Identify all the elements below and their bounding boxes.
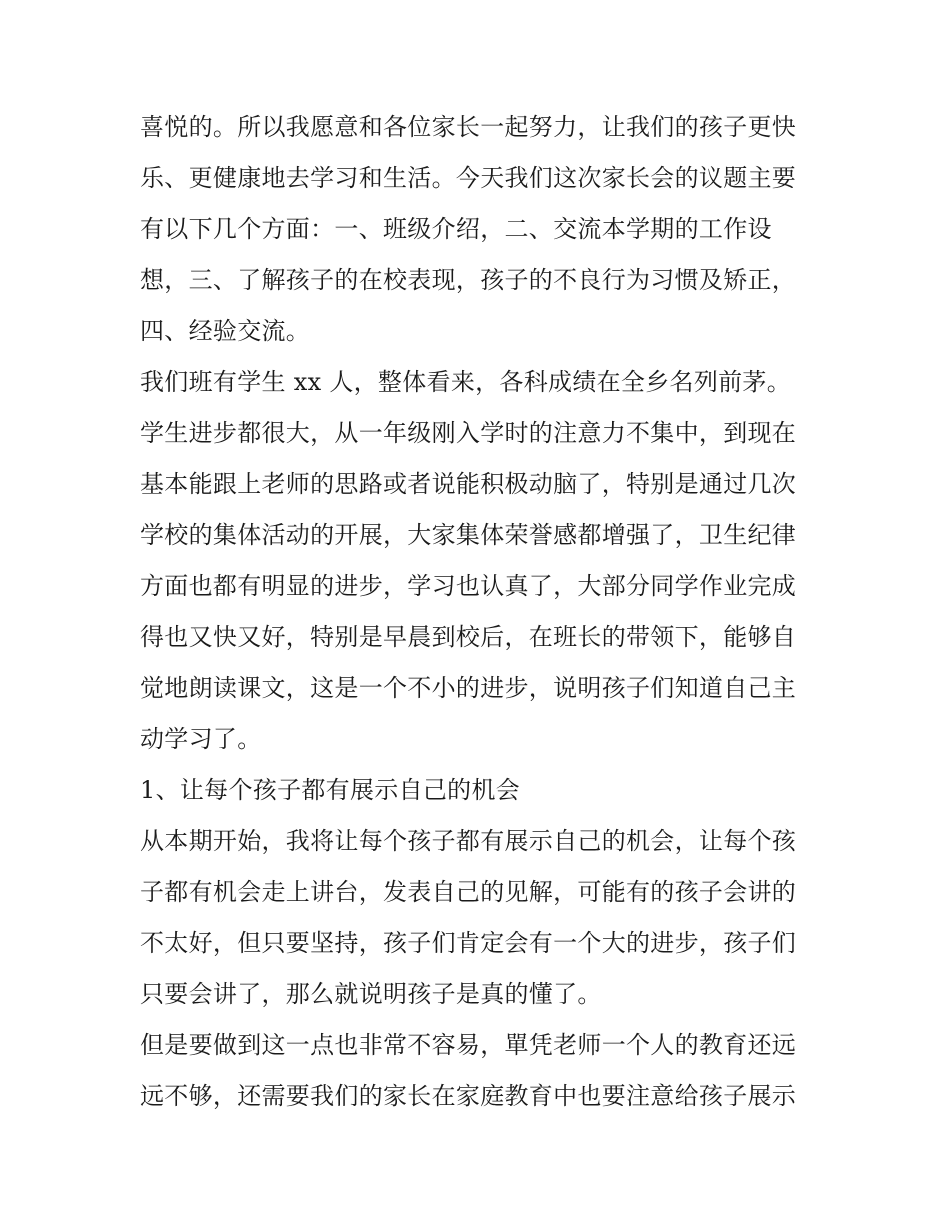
text-line: 有以下几个方面：一、班级介绍，二、交流本学期的工作设 bbox=[140, 215, 772, 243]
text-line: 乐、更健康地去学习和生活。今天我们这次家长会的议题主要 bbox=[140, 164, 797, 192]
text-line: 子都有机会走上讲台，发表自己的见解，可能有的孩子会讲的 bbox=[140, 878, 797, 906]
text-line: 从本期开始，我将让每个孩子都有展示自己的机会，让每个孩 bbox=[140, 827, 797, 855]
text-line: 基本能跟上老师的思路或者说能积极动脑了，特别是通过几次 bbox=[140, 470, 797, 498]
text-line: 我们班有学生 xx 人，整体看来，各科成绩在全乡名列前茅。 bbox=[140, 368, 792, 396]
text-line: 学校的集体活动的开展，大家集体荣誉感都增强了，卫生纪律 bbox=[140, 521, 797, 549]
text-line: 想，三、了解孩子的在校表现，孩子的不良行为习惯及矫正， bbox=[140, 266, 797, 294]
text-line: 方面也都有明显的进步，学习也认真了，大部分同学作业完成 bbox=[140, 572, 797, 600]
text-line: 只要会讲了，那么就说明孩子是真的懂了。 bbox=[140, 980, 602, 1008]
text-line: 得也又快又好，特别是早晨到校后，在班长的带领下，能够自 bbox=[140, 623, 797, 651]
text-line: 不太好，但只要坚持，孩子们肯定会有一个大的进步，孩子们 bbox=[140, 929, 797, 957]
document-body bbox=[140, 102, 820, 1122]
text-line: 动学习了。 bbox=[140, 725, 262, 753]
section-heading: 1、让每个孩子都有展示自己的机会 bbox=[140, 776, 521, 804]
text-line: 远不够，还需要我们的家长在家庭教育中也要注意给孩子展示 bbox=[140, 1082, 797, 1110]
text-line: 喜悦的。所以我愿意和各位家长一起努力，让我们的孩子更快 bbox=[140, 113, 797, 141]
text-line: 觉地朗读课文，这是一个不小的进步，说明孩子们知道自己主 bbox=[140, 674, 797, 702]
text-line: 学生进步都很大，从一年级刚入学时的注意力不集中，到现在 bbox=[140, 419, 797, 447]
text-line: 但是要做到这一点也非常不容易，單凭老师一个人的教育还远 bbox=[140, 1031, 797, 1059]
text-line: 四、经验交流。 bbox=[140, 317, 311, 345]
